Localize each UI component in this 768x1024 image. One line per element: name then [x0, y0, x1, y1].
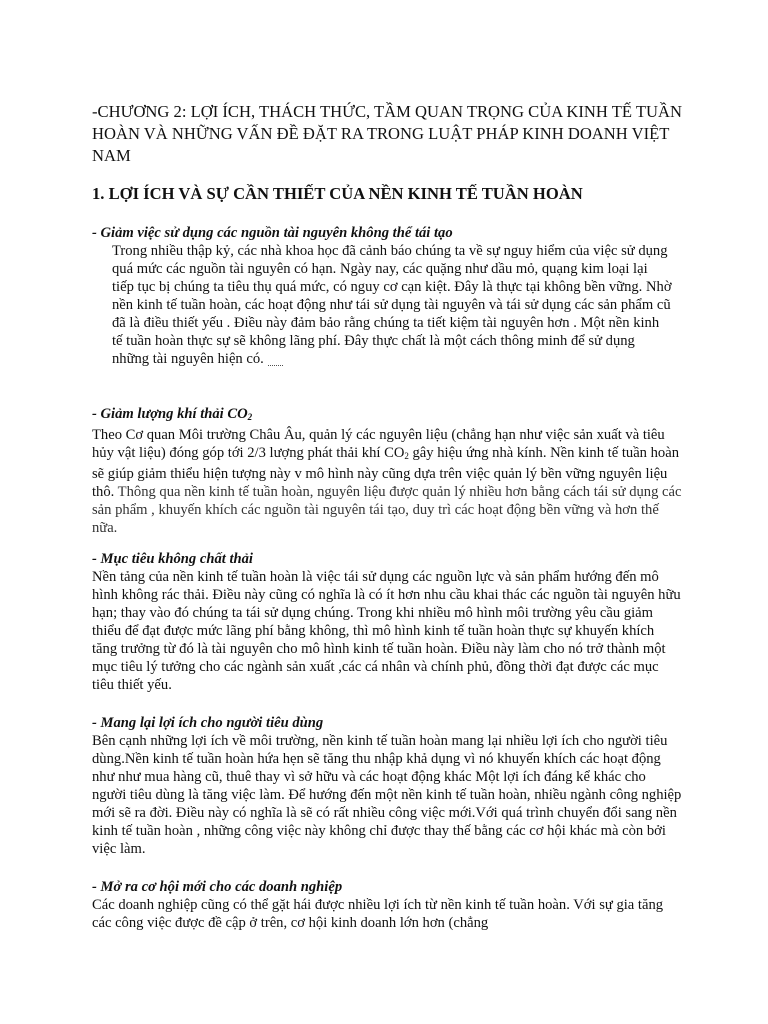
paragraph-text: Theo Cơ quan Môi trường Châu Âu, quản lý các nguyên liệu (chẳng hạn như việc sản xuất và tiêu hủy vật liệu) đóng góp tới 2/3 lượng phát thải khí CO	[92, 427, 665, 461]
section-nonrenewable	[92, 224, 682, 373]
section-title: 1. LỢI ÍCH VÀ SỰ CẦN THIẾT CỦA NỀN KINH TẾ TUẦN HOÀN	[92, 184, 583, 203]
section-zero-waste	[92, 550, 682, 694]
ellipsis-mark: ........	[267, 359, 284, 368]
subsection-paragraph	[92, 242, 672, 373]
section-consumers	[92, 714, 682, 858]
subsection-heading: - Giảm việc sử dụng các nguồn tài nguyên không thể tái tạo	[92, 225, 453, 241]
subsection-paragraph: Bên cạnh những lợi ích về môi trường, nền kinh tế tuần hoàn mang lại nhiều lợi ích cho người tiêu dùng.Nền kinh tế tuần hoàn hứa hẹn sẽ tăng thu nhập khả dụng vì nó khuyến khích các hoạt động như như mua hàng cũ, thuê thay vì sở hữu và các hoạt động khác Một lợi ích đáng kể khác cho người tiêu dùng là tăng việc làm. Để hướng đến một nền kinh tế tuần hoàn, nhiều ngành công nghiệp mới sẽ ra đời. Điều này có nghĩa là sẽ có rất nhiều công việc mới.Với quá trình chuyển đổi sang nền kinh tế tuần hoàn , những công việc này không chỉ được thay thế bằng các cơ hội khác mà còn bởi việc làm.	[92, 733, 682, 857]
subsection-paragraph	[92, 426, 682, 537]
subsection-heading	[92, 405, 682, 426]
subsection-paragraph: Các doanh nghiệp cũng có thể gặt hái được nhiều lợi ích từ nền kinh tế tuần hoàn. Với sự gia tăng các công việc được đề cập ở trên, cơ hội kinh doanh lớn hơn (chẳng	[92, 897, 664, 931]
subsection-heading: - Mang lại lợi ích cho người tiêu dùng	[92, 715, 324, 731]
subsection-heading: - Mở ra cơ hội mới cho các doanh nghiệp	[92, 879, 343, 895]
section-co2	[92, 405, 682, 537]
paragraph-text: gây hiệu ứng nhà kính. Nền kinh tế tuần hoàn sẽ giúp giảm thiểu hiện tượng này v mô hình này cũng dựa trên việc quản lý bền vững nguyên liệu thô.	[92, 445, 679, 500]
subscript: 2	[247, 412, 253, 422]
paragraph-text: Trong nhiều thập kỷ, các nhà khoa học đã cảnh báo chúng ta về sự nguy hiểm của việc sử dụng quá mức các nguồn tài nguyên có hạn. Ngày nay, các quặng như dầu mỏ, quạng kim loại lại tiếp tục bị chúng ta tiêu thụ quá mức, có nguy cơ cạn kiệt. Đây là thực tại không bền vững. Nhờ nền kinh tế tuần hoàn, các hoạt động như tái sử dụng tài nguyên và tái sử dụng các sản phẩm cũ đã là điều thiết yếu . Điều này đảm bảo rằng chúng ta tiết kiệm tài nguyên hơn . Một nền kinh tế tuần hoàn thực sự sẽ không lãng phí. Đây thực chất là một cách thông minh để sử dụng những tài nguyên hiện có.	[112, 243, 672, 367]
section-business	[92, 878, 682, 932]
paragraph-text: Thông qua nền kinh tế tuần hoàn, nguyên liệu được quản lý nhiều hơn bằng cách tái sử dụng các sản phẩm , khuyến khích các nguồn tài nguyên tái tạo, duy trì các hoạt động bền vững và hơn thế nữa.	[92, 484, 682, 536]
subsection-paragraph: Nền tảng của nền kinh tế tuần hoàn là việc tái sử dụng các nguồn lực và sản phẩm hướng đến mô hình không rác thải. Điều này cũng có nghĩa là có ít hơn nhu cầu khai thác các nguồn tài nguyên hữu hạn; thay vào đó chúng ta tái sử dụng chúng. Trong khi nhiều mô hình môi trường yêu cầu giảm thiểu để đạt được mức lãng phí bằng không, thì mô hình kinh tế tuần hoàn thực sự khuyến khích tăng trưởng từ đó là tài nguyên cho mô hình kinh tế tuần hoàn. Điều này làm cho nó trở thành một mục tiêu lý tưởng cho các ngành sản xuất ,các cá nhân và chính phủ, đồng thời đạt được các mục tiêu thiết yếu.	[92, 569, 681, 693]
chapter-title: -CHƯƠNG 2: LỢI ÍCH, THÁCH THỨC, TẦM QUAN TRỌNG CỦA KINH TẾ TUẦN HOÀN VÀ NHỮNG VẤN ĐỀ ĐẶT RA TRONG LUẬT PHÁP KINH DOANH VIỆT NAM	[92, 102, 682, 165]
heading-text: - Giảm lượng khí thải CO	[92, 406, 248, 422]
subscript: 2	[404, 451, 409, 461]
subsection-heading: - Mục tiêu không chất thải	[92, 551, 253, 567]
